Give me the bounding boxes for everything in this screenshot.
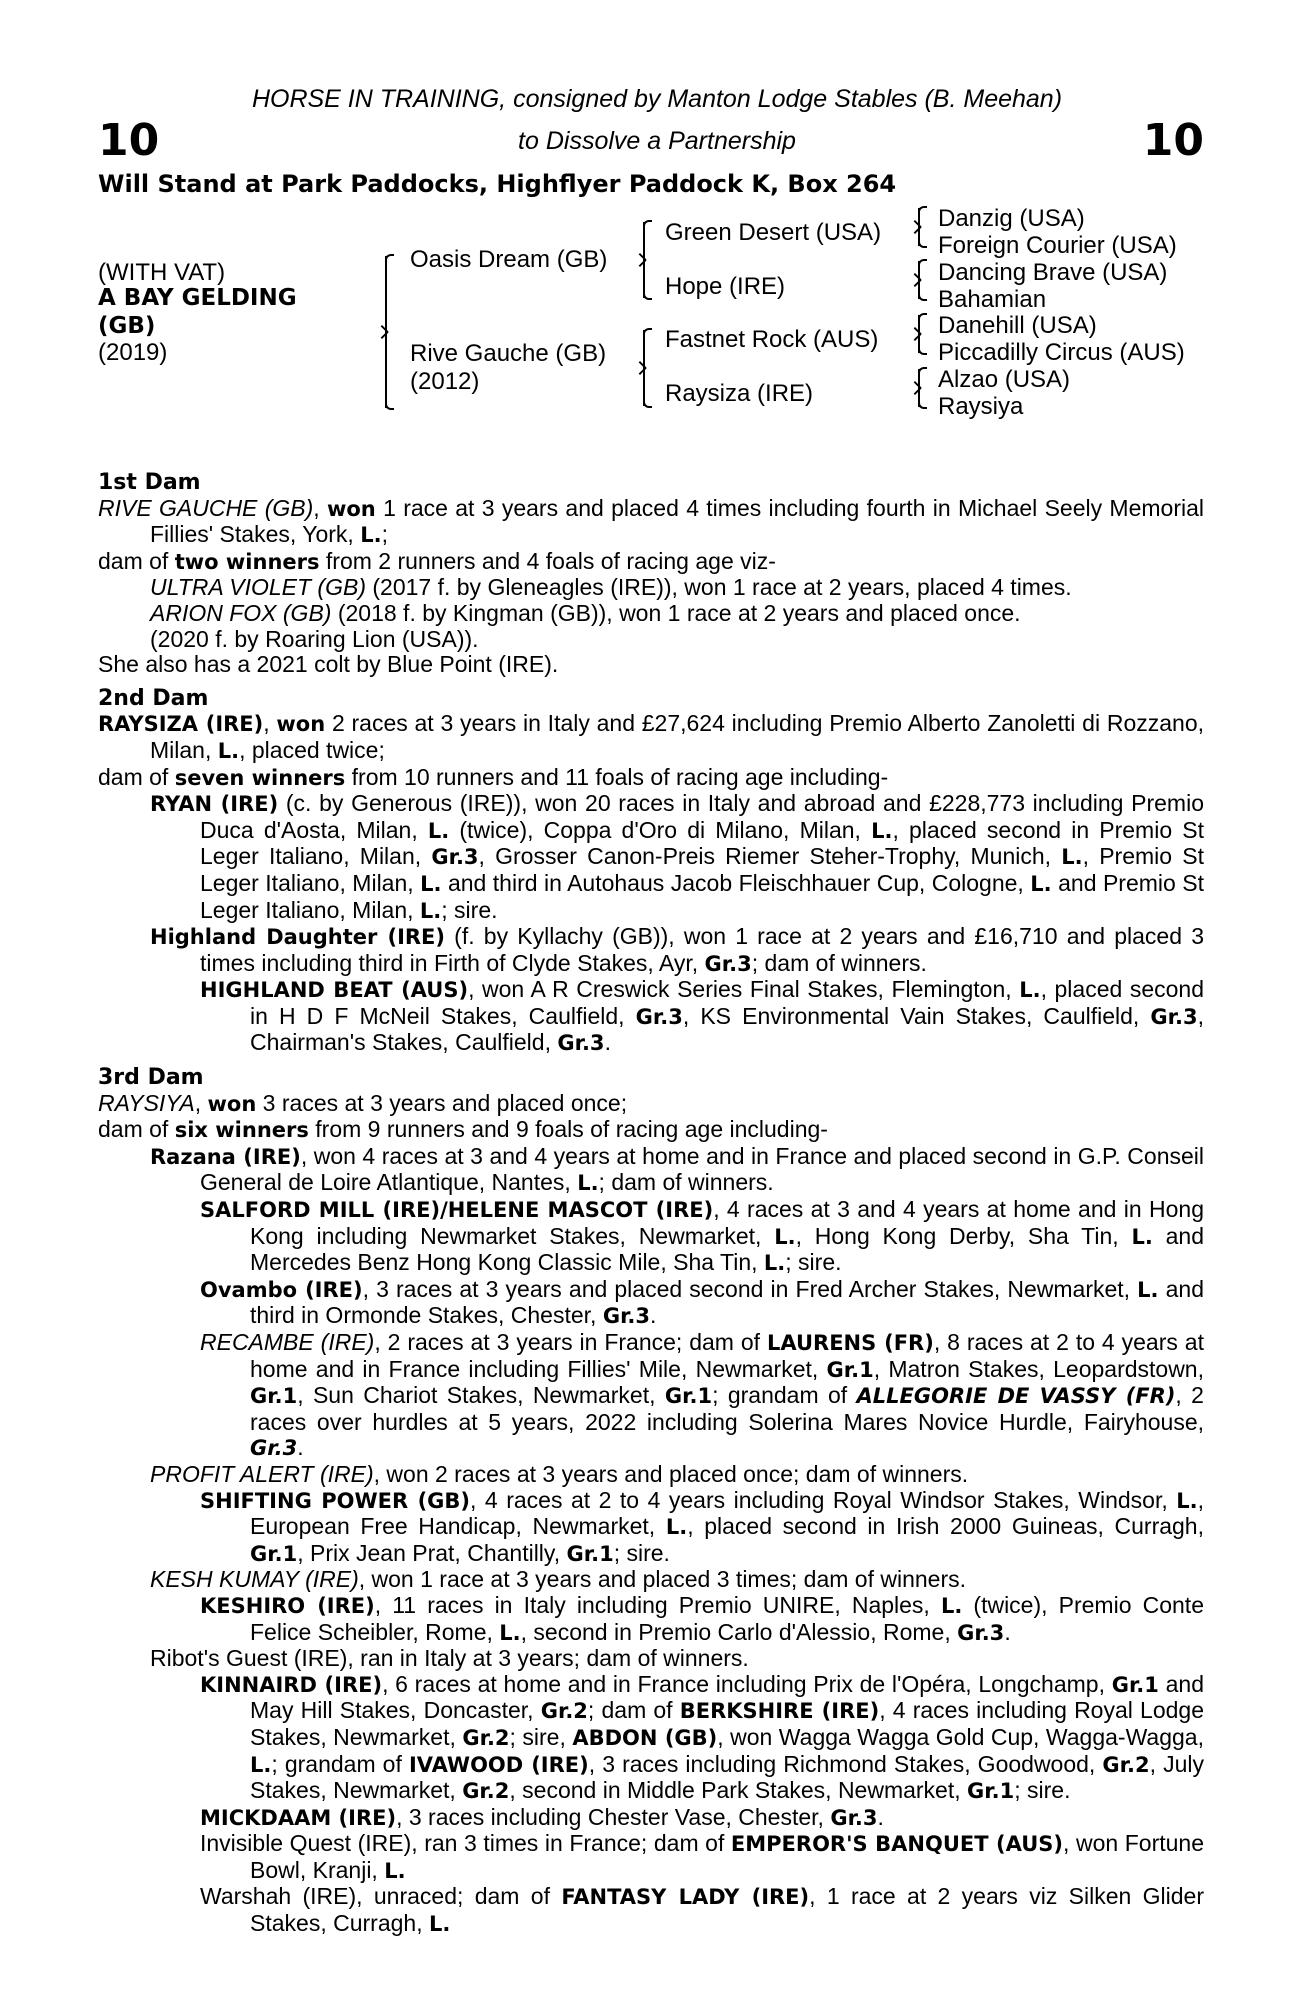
ancestor-8: Raysiya — [938, 393, 1024, 420]
foaling-year: (2019) — [98, 339, 168, 366]
pedigree-brace-dd — [918, 369, 920, 407]
sire-sire: Green Desert (USA) — [665, 219, 882, 246]
pedigree-brace-main — [385, 256, 387, 408]
horse-description: A BAY GELDING — [98, 285, 297, 311]
dam-sire: Fastnet Rock (AUS) — [665, 326, 879, 353]
produce-ryan: RYAN (IRE) (c. by Generous (IRE)), won 20 races in Italy and abroad and £228,773 including Premio Duca d'Aosta, Milan, L. (twice), Coppa d'Oro di Milano, Milan, L., placed second in Premio St Leger Italiano, Milan, Gr.3, Grosser Canon-Preis Riemer Steher-Trophy, Munich, L., Premio St Leger Italiano, Milan, L. and third in Autohaus Jacob Fleischhauer Cup, Cologne, L. and Premio St Leger Italiano, Milan, L.; sire. — [150, 790, 1204, 923]
pedigree-brace-sd — [918, 261, 920, 299]
pedigree-brace-ss — [918, 208, 920, 246]
lot-number-left: 10 — [98, 115, 160, 166]
dam-name: Rive Gauche (GB) — [410, 340, 607, 367]
second-dam-heading: 2nd Dam — [98, 685, 209, 711]
first-dam-entry: RIVE GAUCHE (GB), won 1 race at 3 years and placed 4 times including fourth in Michael Seely Memorial Fillies' Stakes, York, L.; — [98, 494, 1205, 548]
ancestor-1: Danzig (USA) — [938, 205, 1085, 232]
produce-ovambo: Ovambo (IRE), 3 races at 3 years and placed second in Fred Archer Stakes, Newmarket, L. and third in Ormonde Stakes, Chester, Gr.3. — [200, 1275, 1204, 1329]
produce-2020: (2020 f. by Roaring Lion (USA)). — [150, 625, 479, 652]
dam-dam: Raysiza (IRE) — [665, 380, 814, 407]
produce-keshiro: KESHIRO (IRE), 11 races in Italy including Premio UNIRE, Naples, L. (twice), Premio Conte Felice Scheibler, Rome, L., second in Premio Carlo d'Alessio, Rome, Gr.3. — [200, 1591, 1204, 1645]
produce-2021: She also has a 2021 colt by Blue Point (IRE). — [98, 651, 559, 678]
third-dam-produce-summary: dam of six winners from 9 runners and 9 foals of racing age including- — [98, 1116, 828, 1143]
second-dam-entry: RAYSIZA (IRE), won 2 races at 3 years in Italy and £27,624 including Premio Alberto Zanoletti di Rozzano, Milan, L., placed twice; — [98, 710, 1204, 763]
sire-name: Oasis Dream (GB) — [410, 246, 608, 273]
family-record — [98, 462, 1204, 1938]
dam-year: (2012) — [410, 368, 480, 395]
first-dam-heading: 1st Dam — [98, 470, 201, 495]
pedigree-brace-sire — [643, 222, 645, 298]
ancestor-2: Foreign Courier (USA) — [938, 232, 1177, 259]
partnership-line: to Dissolve a Partnership — [518, 127, 796, 155]
produce-kesh-kumay: KESH KUMAY (IRE), won 1 race at 3 years and placed 3 times; dam of winners. — [150, 1566, 967, 1593]
produce-highland-beat: HIGHLAND BEAT (AUS), won A R Creswick Series Final Stakes, Flemington, L., placed second in H D F McNeil Stakes, Caulfield, Gr.3, KS Environmental Vain Stakes, Caulfield, Gr.3, Chairman's Stakes, Caulfield, Gr.3. — [200, 976, 1204, 1056]
consignor-line: HORSE IN TRAINING, consigned by Manton Lodge Stables (B. Meehan) — [251, 85, 1063, 113]
first-dam-produce-summary: dam of two winners from 2 runners and 4 foals of racing age viz- — [98, 547, 776, 574]
ancestor-3: Dancing Brave (USA) — [938, 259, 1168, 286]
produce-invisible-quest: Invisible Quest (IRE), ran 3 times in France; dam of EMPEROR'S BANQUET (AUS), won Fortune Bowl, Kranji, L. — [200, 1830, 1204, 1883]
produce-ribots-guest: Ribot's Guest (IRE), ran in Italy at 3 years; dam of winners. — [150, 1645, 749, 1672]
ancestor-6: Piccadilly Circus (AUS) — [938, 339, 1185, 366]
pedigree-brace-ds — [918, 315, 920, 353]
second-dam-produce-summary: dam of seven winners from 10 runners and 11 foals of racing age including- — [98, 763, 889, 790]
produce-kinnaird: KINNAIRD (IRE), 6 races at home and in France including Prix de l'Opéra, Longchamp, Gr.1 and May Hill Stakes, Doncaster, Gr.2; dam of BERKSHIRE (IRE), 4 races including Royal Lodge Stakes, Newmarket, Gr.2; sire, ABDON (GB), won Wagga Wagga Gold Cup, Wagga-Wagga, L.; grandam of IVAWOOD (IRE), 3 races including Richmond Stakes, Goodwood, Gr.2, July Stakes, Newmarket, Gr.2, second in Middle Park Stakes, Newmarket, Gr.1; sire. — [200, 1670, 1204, 1804]
produce-salford-mill: SALFORD MILL (IRE)/HELENE MASCOT (IRE), 4 races at 3 and 4 years at home and in Hong Kong including Newmarket Stakes, Newmarket, L., Hong Kong Derby, Sha Tin, L. and Mercedes Benz Hong Kong Classic Mile, Sha Tin, L.; sire. — [200, 1196, 1205, 1276]
produce-highland-daughter: Highland Daughter (IRE) (f. by Kyllachy (GB)), won 1 race at 2 years and £16,710 and placed 3 times including third in Firth of Clyde Stakes, Ayr, Gr.3; dam of winners. — [150, 923, 1204, 976]
stand-location: Will Stand at Park Paddocks, Highflyer Paddock K, Box 264 — [98, 170, 897, 198]
ancestor-5: Danehill (USA) — [938, 312, 1097, 339]
ancestor-7: Alzao (USA) — [938, 366, 1071, 393]
produce-arion-fox: ARION FOX (GB) (2018 f. by Kingman (GB)), won 1 race at 2 years and placed once. — [150, 599, 1021, 626]
ancestor-4: Bahamian — [938, 286, 1047, 313]
produce-ultra-violet: ULTRA VIOLET (GB) (2017 f. by Gleneagles (IRE)), won 1 race at 2 years, placed 4 times. — [150, 574, 1072, 601]
produce-recambe: RECAMBE (IRE), 2 races at 3 years in France; dam of LAURENS (FR), 8 races at 2 to 4 years at home and in France including Fillies' Mile, Newmarket, Gr.1, Matron Stakes, Leopardstown, Gr.1, Sun Chariot Stakes, Newmarket, Gr.1; grandam of ALLEGORIE DE VASSY (FR), 2 races over hurdles at 5 years, 2022 including Solerina Mares Novice Hurdle, Fairyhouse, Gr.3. — [200, 1329, 1204, 1461]
lot-number-right: 10 — [1142, 115, 1204, 166]
produce-shifting-power: SHIFTING POWER (GB), 4 races at 2 to 4 years including Royal Windsor Stakes, Windsor, L., European Free Handicap, Newmarket, L., placed second in Irish 2000 Guineas, Curragh, Gr.1, Prix Jean Prat, Chantilly, Gr.1; sire. — [200, 1486, 1204, 1566]
third-dam-entry: RAYSIYA, won 3 races at 3 years and placed once; — [98, 1089, 628, 1116]
pedigree-brace-dam — [643, 330, 645, 406]
vat-note: (WITH VAT) — [98, 259, 226, 286]
produce-warshah: Warshah (IRE), unraced; dam of FANTASY LADY (IRE), 1 race at 2 years viz Silken Glider Stakes, Curragh, L. — [200, 1883, 1204, 1937]
produce-mickdaam: MICKDAAM (IRE), 3 races including Chester Vase, Chester, Gr.3. — [200, 1803, 884, 1830]
produce-profit-alert: PROFIT ALERT (IRE), won 2 races at 3 years and placed once; dam of winners. — [150, 1460, 969, 1487]
produce-razana: Razana (IRE), won 4 races at 3 and 4 years at home and in France and placed second in G.P. Conseil General de Loire Atlantique, Nantes, L.; dam of winners. — [150, 1142, 1204, 1196]
horse-origin: (GB) — [98, 313, 156, 339]
sire-dam: Hope (IRE) — [665, 273, 786, 300]
third-dam-heading: 3rd Dam — [98, 1065, 204, 1091]
